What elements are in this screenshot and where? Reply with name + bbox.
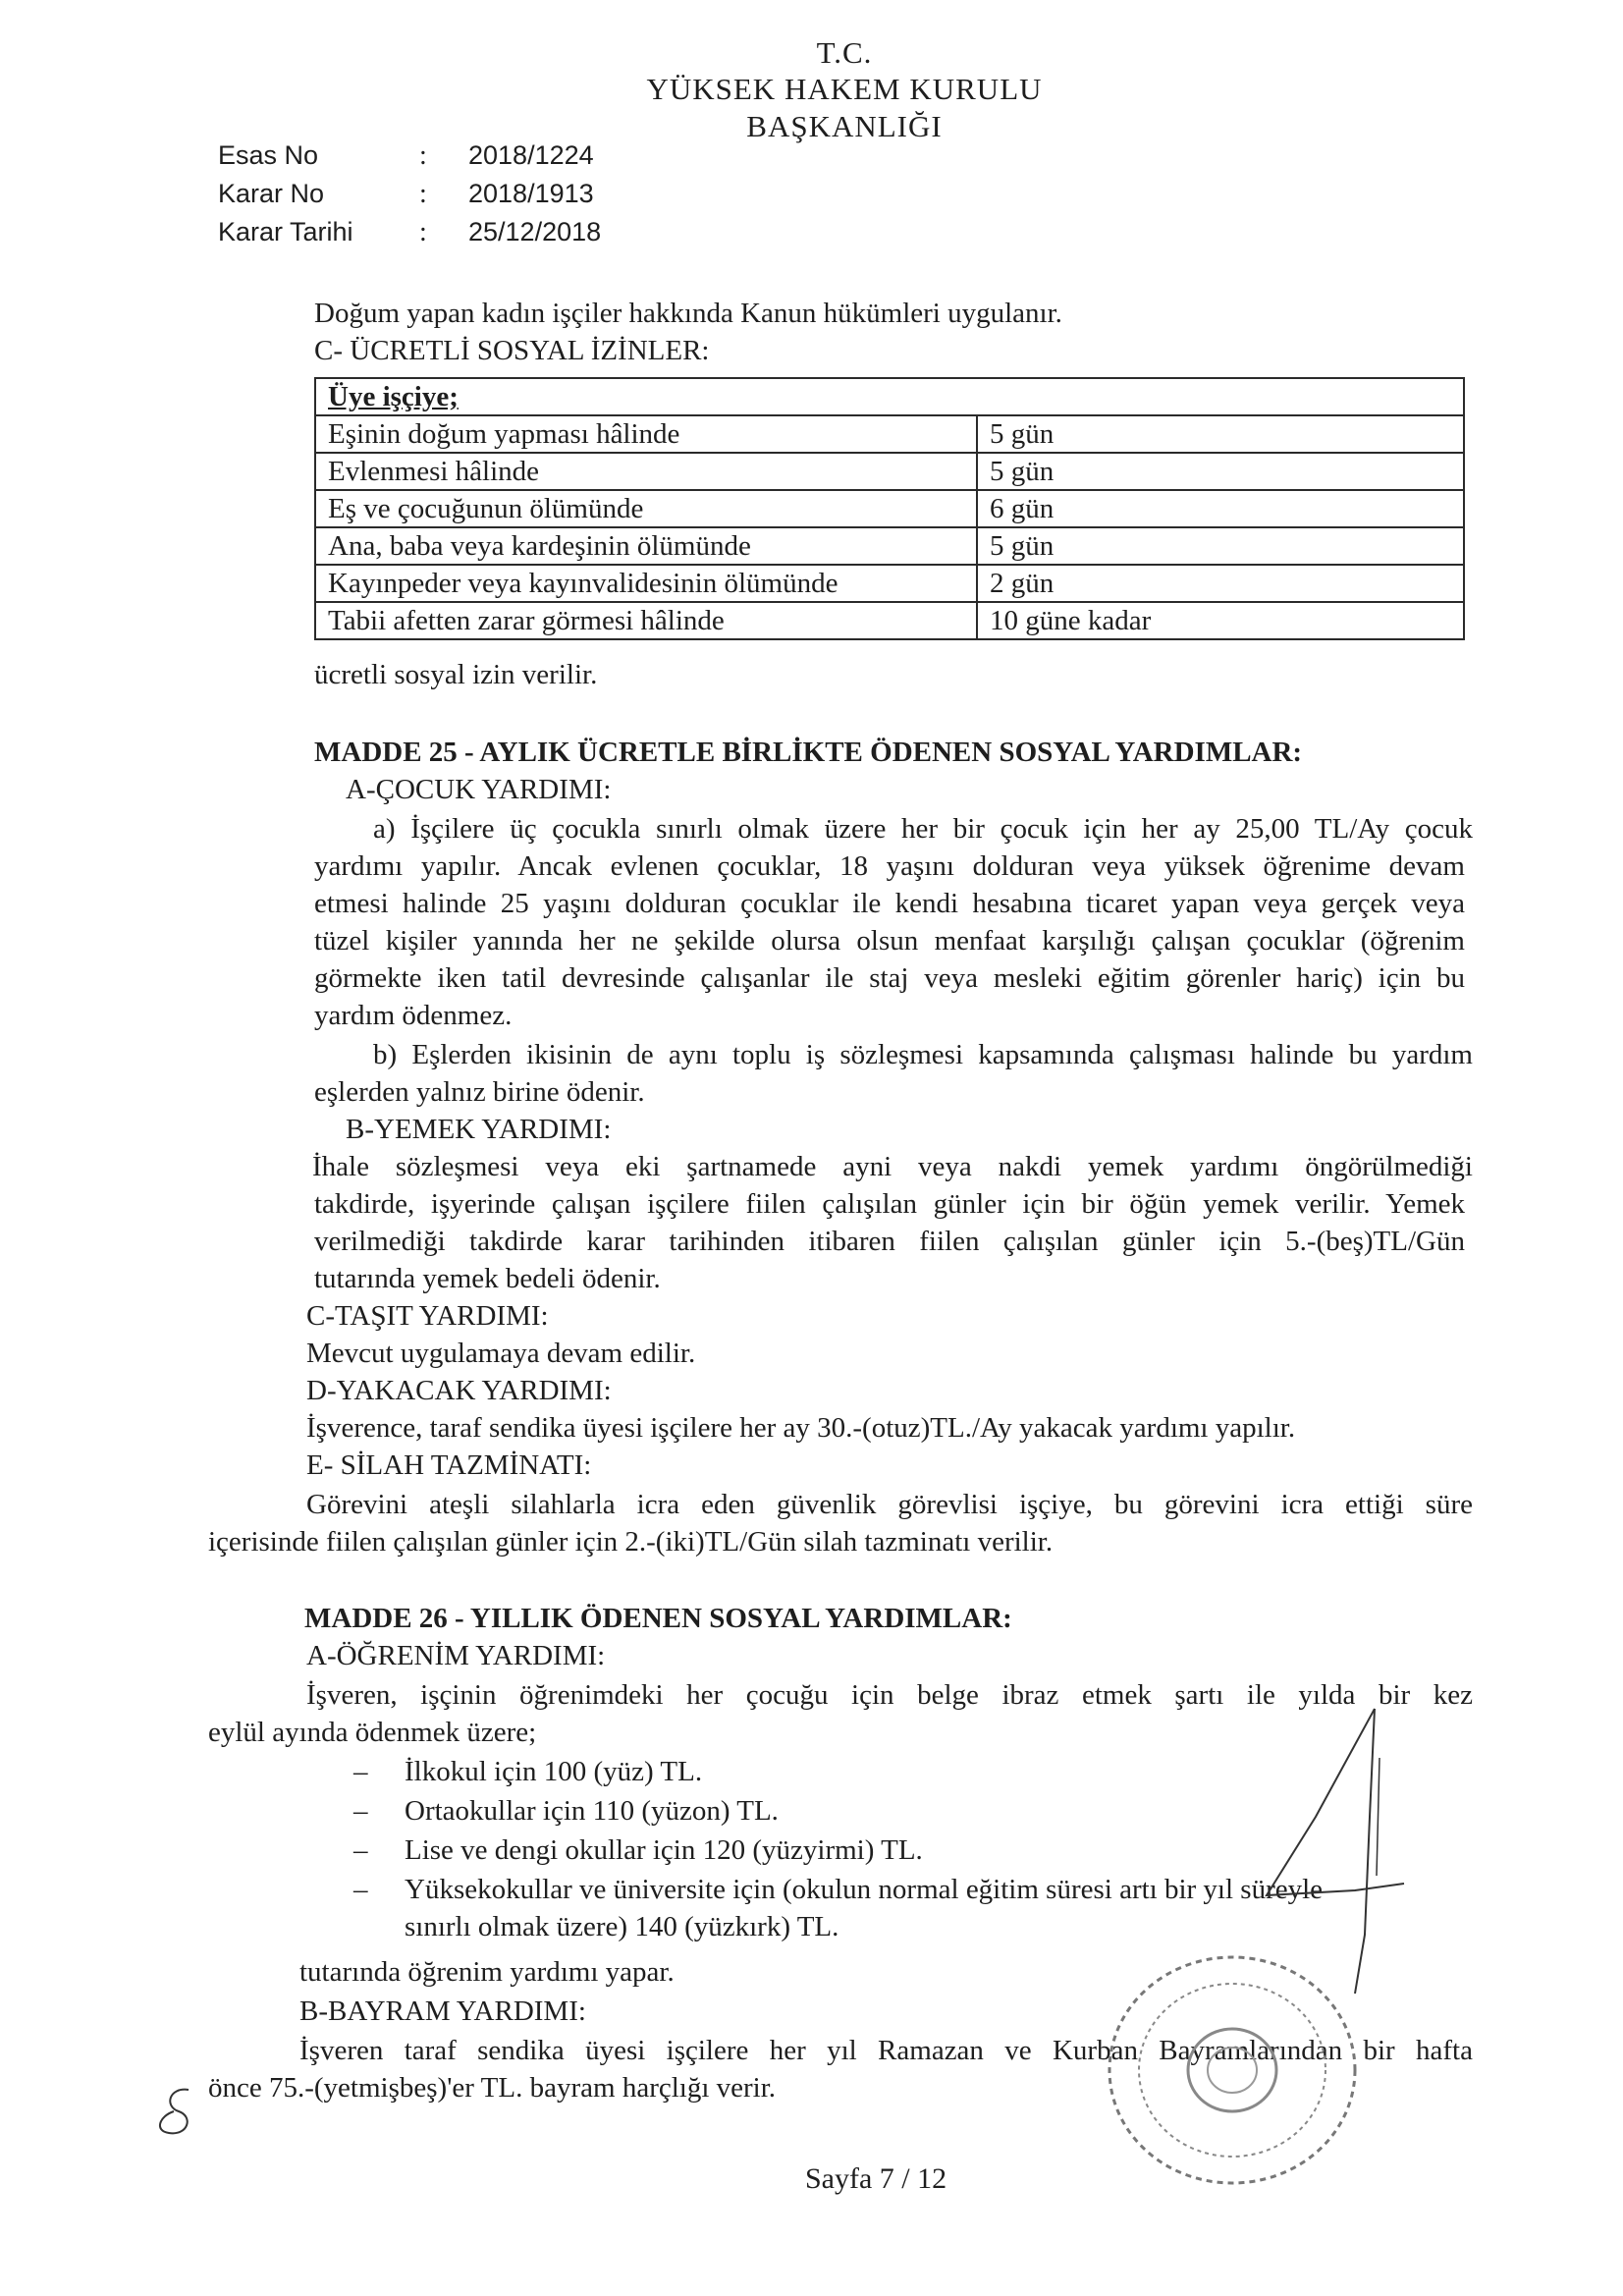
madde26-b-title: B-BAYRAM YARDIMI:	[299, 1995, 586, 2027]
madde25-a-line: tüzel kişiler yanında her ne şekilde olursa olsun menfaat karşılığı çalışan çocuklar (öğrenim	[314, 925, 1465, 957]
madde26-a-line: eylül ayında ödenmek üzere;	[208, 1717, 537, 1748]
header-tc: T.C.	[816, 35, 873, 70]
madde25-a-line: etmesi halinde 25 yaşını dolduran çocuklar ile kendi hesabına ticaret yapan veya gerçek veya	[314, 888, 1465, 919]
table-cell-label: Tabii afetten zarar görmesi hâlinde	[315, 602, 977, 639]
madde25-silah-line: içerisinde fiilen çalışılan günler için 2.-(iki)TL/Gün silah tazminatı verilir.	[208, 1526, 1054, 1558]
madde26-a-footer: tutarında öğrenim yardımı yapar.	[299, 1956, 675, 1988]
meta-sep: :	[419, 217, 427, 247]
madde25-a-line: a) İşçilere üç çocukla sınırlı olmak üzere her bir çocuk için her ay 25,00 TL/Ay çocuk	[373, 813, 1473, 845]
social-leave-table	[314, 377, 1465, 640]
table-cell-value: 10 güne kadar	[977, 602, 1464, 639]
meta-label: Esas No	[218, 140, 319, 170]
meta-label: Karar Tarihi	[218, 217, 353, 246]
madde26-a-line: İşveren, işçinin öğrenimdeki her çocuğu için belge ibraz etmek şartı ile yılda bir kez	[306, 1679, 1473, 1711]
list-item: Ortaokullar için 110 (yüzon) TL.	[405, 1795, 779, 1827]
madde25-a-title: A-ÇOCUK YARDIMI:	[346, 774, 612, 805]
madde25-tasit-line: Mevcut uygulamaya devam edilir.	[306, 1338, 696, 1369]
madde26-a-title: A-ÖĞRENİM YARDIMI:	[306, 1640, 606, 1671]
madde25-tasit-title: C-TAŞIT YARDIMI:	[306, 1300, 549, 1332]
bullet: –	[353, 1874, 368, 1905]
madde25-a-line: yardım ödenmez.	[314, 1000, 513, 1031]
section-c-title: C- ÜCRETLİ SOSYAL İZİNLER:	[314, 335, 710, 366]
madde25-yakacak-title: D-YAKACAK YARDIMI:	[306, 1375, 612, 1406]
meta-label: Karar No	[218, 179, 325, 208]
madde25-yakacak-line: İşverence, taraf sendika üyesi işçilere her ay 30.-(otuz)TL./Ay yakacak yardımı yapılır.	[306, 1412, 1296, 1444]
table-cell-label: Eşinin doğum yapması hâlinde	[315, 415, 977, 453]
madde25-b-line: eşlerden yalnız birine ödenir.	[314, 1076, 645, 1108]
official-seal	[1085, 1933, 1389, 2208]
page-number: Sayfa 7 / 12	[805, 2162, 947, 2195]
meta-value: 2018/1224	[468, 140, 594, 170]
table-cell-value: 5 gün	[977, 453, 1464, 490]
madde26-title: MADDE 26 - YILLIK ÖDENEN SOSYAL YARDIMLAR:	[304, 1603, 1012, 1634]
table-row	[315, 490, 1464, 527]
table-cell-label: Ana, baba veya kardeşinin ölümünde	[315, 527, 977, 565]
table-cell-label: Eş ve çocuğunun ölümünde	[315, 490, 977, 527]
madde25-silah-line: Görevini ateşli silahlarla icra eden güvenlik görevlisi işçiye, bu görevini icra ettiği süre	[306, 1489, 1473, 1520]
madde25-yemek-line: takdirde, işyerinde çalışan işçilere fiilen çalışılan günler için bir öğün yemek verilir. Yemek	[314, 1188, 1465, 1220]
meta-value: 2018/1913	[468, 179, 594, 208]
table-cell-value: 6 gün	[977, 490, 1464, 527]
table-row	[315, 378, 1464, 415]
table-row	[315, 565, 1464, 602]
table-cell-label: Kayınpeder veya kayınvalidesinin ölümünde	[315, 565, 977, 602]
table-cell-label: Evlenmesi hâlinde	[315, 453, 977, 490]
table-head: Üye işçiye;	[315, 378, 1464, 415]
madde25-yemek-line: verilmediği takdirde karar tarihinden itibaren fiilen çalışılan günler için 5.-(beş)TL/Gün	[314, 1226, 1465, 1257]
madde25-b-line: b) Eşlerden ikisinin de aynı toplu iş sözleşmesi kapsamında çalışması halinde bu yardım	[373, 1039, 1473, 1070]
list-item: sınırlı olmak üzere) 140 (yüzkırk) TL.	[405, 1911, 839, 1942]
madde25-title: MADDE 25 - AYLIK ÜCRETLE BİRLİKTE ÖDENEN SOSYAL YARDIMLAR:	[314, 737, 1303, 768]
header-institution: YÜKSEK HAKEM KURULU	[646, 72, 1043, 106]
table-cell-value: 5 gün	[977, 415, 1464, 453]
madde25-a-line: görmekte iken tatil devresinde çalışanlar ile staj veya mesleki eğitim görenler hariç) için bu	[314, 962, 1465, 994]
table-row	[315, 527, 1464, 565]
meta-value: 25/12/2018	[468, 217, 602, 246]
list-item: Yüksekokullar ve üniversite için (okulun normal eğitim süresi artı bir yıl süreyle	[405, 1874, 1324, 1905]
table-cell-value: 2 gün	[977, 565, 1464, 602]
meta-sep: :	[419, 140, 427, 171]
madde25-yemek-title: B-YEMEK YARDIMI:	[346, 1114, 612, 1145]
table-cell-value: 5 gün	[977, 527, 1464, 565]
madde25-silah-title: E- SİLAH TAZMİNATI:	[306, 1449, 592, 1481]
madde25-yemek-line: İhale sözleşmesi veya eki şartnamede ayni veya nakdi yemek yardımı öngörülmediği	[312, 1151, 1473, 1182]
meta-karar	[218, 181, 594, 208]
meta-esas	[218, 142, 594, 170]
initial-mark	[149, 2082, 208, 2141]
list-item: İlkokul için 100 (yüz) TL.	[405, 1756, 703, 1787]
meta-sep: :	[419, 179, 427, 209]
header-presidency: BAŞKANLIĞI	[746, 109, 943, 143]
madde26-b-line: İşveren taraf sendika üyesi işçilere her yıl Ramazan ve Kurban Bayramlarından bir hafta	[299, 2035, 1473, 2066]
section-c-footer: ücretli sosyal izin verilir.	[314, 659, 598, 690]
intro-line: Doğum yapan kadın işçiler hakkında Kanun hükümleri uygulanır.	[314, 298, 1062, 329]
meta-tarih	[218, 219, 601, 246]
bullet: –	[353, 1756, 368, 1787]
list-item: Lise ve dengi okullar için 120 (yüzyirmi) TL.	[405, 1834, 923, 1866]
madde26-b-line: önce 75.-(yetmişbeş)'er TL. bayram harçlığı verir.	[208, 2072, 777, 2104]
madde25-a-line: yardımı yapılır. Ancak evlenen çocuklar, 18 yaşını dolduran veya yüksek öğrenime devam	[314, 850, 1465, 882]
table-row	[315, 415, 1464, 453]
madde25-yemek-line: tutarında yemek bedeli ödenir.	[314, 1263, 661, 1294]
bullet: –	[353, 1795, 368, 1827]
table-row	[315, 602, 1464, 639]
bullet: –	[353, 1834, 368, 1866]
table-row	[315, 453, 1464, 490]
